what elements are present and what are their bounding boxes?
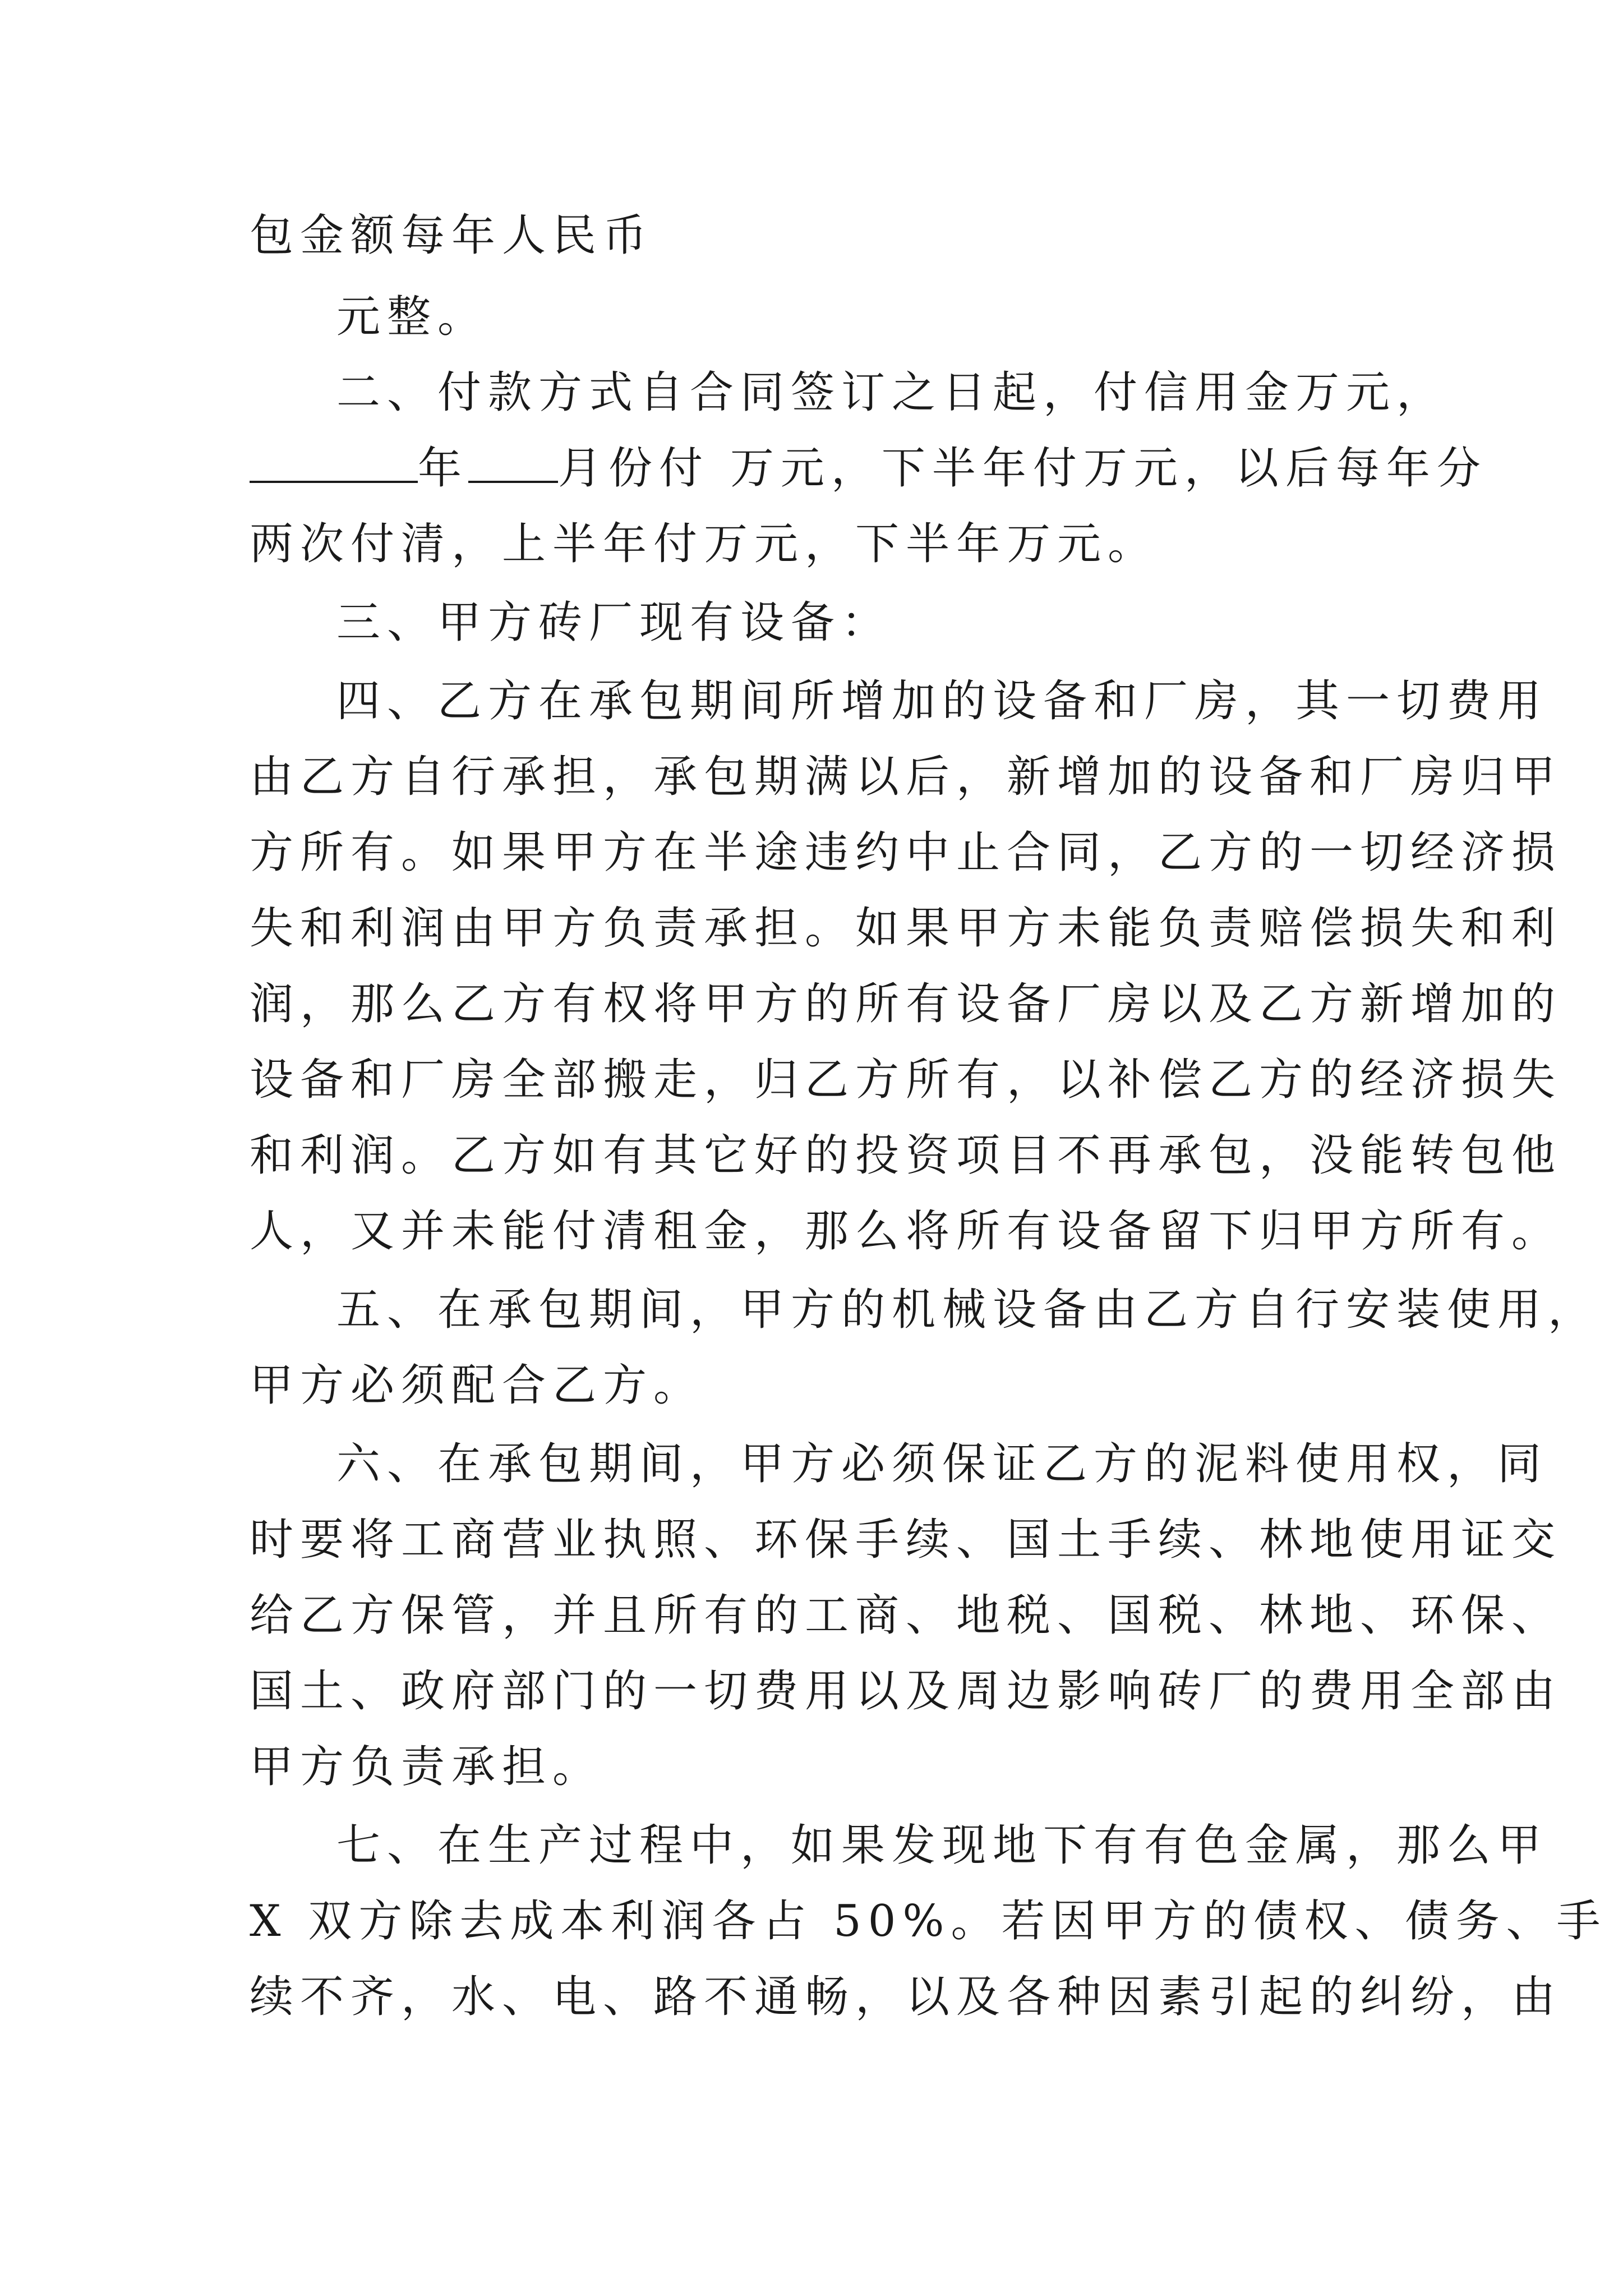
text-line-5: 两次付清，上半年付万元，下半年万元。 bbox=[250, 519, 1159, 569]
text-line-1: 包金额每年人民币 bbox=[250, 210, 654, 261]
payment-clause-heading: 二、付款方式自合同签订之日起，付信用金万元， bbox=[336, 367, 1447, 418]
payment-schedule-line bbox=[250, 440, 1487, 496]
clause-7-line-1: 七、在生产过程中，如果发现地下有有色金属，那么甲 bbox=[336, 1820, 1548, 1871]
clause-7-line-3: 续不齐，水、电、路不通畅，以及各种因素引起的纠纷，由 bbox=[250, 1972, 1562, 2022]
clause-4-line-4: 失和利润由甲方负责承担。如果甲方未能负责赔偿损失和利 bbox=[250, 903, 1562, 954]
clause-4-line-7: 和利润。乙方如有其它好的投资项目不再承包，没能转包他 bbox=[250, 1130, 1562, 1181]
clause-4-line-5: 润，那么乙方有权将甲方的所有设备厂房以及乙方新增加的 bbox=[250, 979, 1562, 1029]
equipment-clause-heading: 三、甲方砖厂现有设备： bbox=[336, 597, 892, 648]
clause-6-line-5: 甲方负责承担。 bbox=[250, 1742, 603, 1792]
clause-4-line-1: 四、乙方在承包期间所增加的设备和厂房，其一切费用 bbox=[336, 676, 1548, 726]
clause-6-line-2: 时要将工商营业执照、环保手续、国土手续、林地使用证交 bbox=[250, 1515, 1562, 1565]
clause-4-line-8: 人，又并未能付清租金，那么将所有设备留下归甲方所有。 bbox=[250, 1206, 1562, 1257]
clause-6-line-3: 给乙方保管，并且所有的工商、地税、国税、林地、环保、 bbox=[250, 1590, 1562, 1641]
clause-7-line-2: X 双方除去成本利润各占 50%。若因甲方的债权、债务、手 bbox=[250, 1896, 1607, 1947]
clause-4-line-2: 由乙方自行承担，承包期满以后，新增加的设备和厂房归甲 bbox=[250, 752, 1562, 802]
month-blank bbox=[468, 441, 558, 483]
clause-5-line-2: 甲方必须配合乙方。 bbox=[250, 1360, 704, 1411]
year-label: 年 bbox=[418, 443, 469, 494]
clause-4-line-6: 设备和厂房全部搬走，归乙方所有，以补偿乙方的经济损失 bbox=[250, 1055, 1562, 1105]
text-line-2: 元整。 bbox=[336, 292, 488, 342]
payment-amounts-text: 万元，下半年付万元，以后每年分 bbox=[709, 443, 1487, 494]
clause-6-line-4: 国土、政府部门的一切费用以及周边影响砖厂的费用全部由 bbox=[250, 1666, 1562, 1717]
clause-4-line-3: 方所有。如果甲方在半途违约中止合同，乙方的一切经济损 bbox=[250, 827, 1562, 878]
clause-6-line-1: 六、在承包期间，甲方必须保证乙方的泥料使用权，同 bbox=[336, 1439, 1548, 1489]
clause-5-line-1: 五、在承包期间，甲方的机械设备由乙方自行安装使用， bbox=[336, 1285, 1599, 1335]
year-blank bbox=[250, 441, 418, 483]
month-label: 月份付 bbox=[558, 443, 710, 494]
